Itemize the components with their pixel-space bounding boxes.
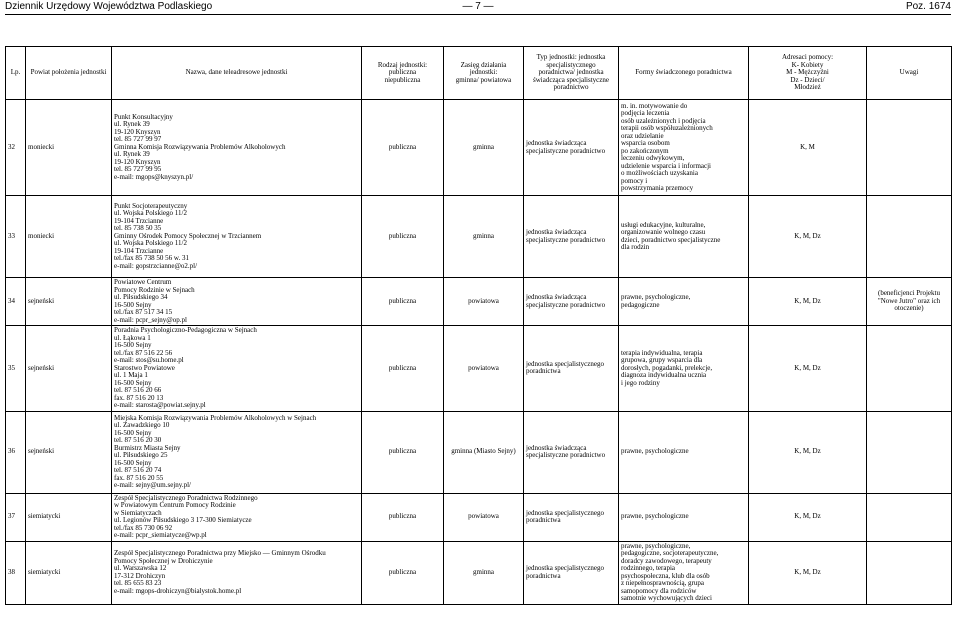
- cell-rodzaj: publiczna: [362, 541, 444, 604]
- name-line: tel. 85 738 50 35: [114, 224, 162, 233]
- name-line: tel. 87 516 20 66: [114, 386, 162, 394]
- formy-line: pedagogiczne, socjoterapeutyczne,: [621, 549, 719, 557]
- formy-line: dorosłych, pogadanki, prelekcje,: [621, 363, 713, 372]
- name-line: Zespół Specjalistycznego Poradnictwa przy Miejsko — Gminnym Ośrodku: [114, 549, 326, 557]
- formy-line: udzielenie wsparcia i informacji: [621, 161, 711, 170]
- name-line: Burmistrz Miasta Sejny: [114, 443, 181, 452]
- cell-adresaci: K, M, Dz: [749, 493, 867, 541]
- header-col-uwagi: Uwagi: [867, 47, 952, 100]
- cell-adresaci: K, M, Dz: [749, 326, 867, 412]
- name-line: e-mail: mgops-drohiczyn@bialystok.home.pl: [114, 586, 242, 595]
- cell-typ: jednostka świadcząca specjalistyczne poradnictwo: [524, 278, 619, 326]
- cell-typ: jednostka specjalistycznego poradnictwa: [524, 541, 619, 604]
- cell-uwagi: [867, 326, 952, 412]
- cell-formy: [619, 411, 749, 493]
- cell-lp: 35: [6, 326, 26, 412]
- cell-formy: [619, 326, 749, 412]
- formy-line: psychospołeczna, klub dla osób: [621, 571, 710, 580]
- formy-line: grupowa, grupy wsparcia dla: [621, 356, 703, 364]
- cell-lp: 34: [6, 278, 26, 326]
- cell-typ: jednostka specjalistycznego poradnictwa: [524, 493, 619, 541]
- cell-rodzaj: publiczna: [362, 493, 444, 541]
- name-line: e-mail: stos@su.home.pl: [114, 356, 184, 364]
- formy-line: rodzinnego, terapia: [621, 564, 676, 572]
- name-line: e-mail: pcpr_siemiatycze@wp.pl: [114, 531, 207, 539]
- name-line: ul. Piłsudskiego 25: [114, 451, 168, 459]
- name-line: ul. Wojska Polskiego 11/2: [114, 209, 187, 218]
- formy-line: dla rodzin: [621, 243, 650, 251]
- cell-name: [112, 541, 362, 604]
- name-line: w Siemiatyczach: [114, 508, 162, 517]
- table-header-row: [6, 47, 952, 100]
- name-line: Miejska Komisja Rozwiązywania Problemów Alkoholowych w Sejnach: [114, 413, 317, 422]
- header-rule: [5, 14, 951, 15]
- name-line: Gminna Komisja Rozwiązywania Problemów Alkoholowych: [114, 142, 286, 151]
- cell-powiat: siemiatycki: [26, 541, 112, 604]
- cell-typ: jednostka świadcząca specjalistyczne poradnictwo: [524, 100, 619, 196]
- table-row: [6, 411, 952, 493]
- name-line: Punkt Socjoterapeutyczny: [114, 201, 188, 210]
- name-line: w Powiatowym Centrum Pomocy Rodzinie: [114, 501, 236, 509]
- cell-adresaci: K, M, Dz: [749, 278, 867, 326]
- table-row: [6, 278, 952, 326]
- cell-formy: [619, 196, 749, 278]
- cell-rodzaj: publiczna: [362, 100, 444, 196]
- header-col-name: Nazwa, dane teleadresowe jednostki: [112, 47, 362, 100]
- cell-formy: [619, 541, 749, 604]
- cell-zasieg: powiatowa: [444, 493, 524, 541]
- name-line: tel. 85 655 83 23: [114, 579, 162, 587]
- header-col-typ: Typ jednostki: jednostka specjalistycznego poradnictwa/ jednostka świadcząca specjalistyczne poradnictwo: [524, 47, 619, 100]
- cell-typ: jednostka świadcząca specjalistyczne poradnictwo: [524, 196, 619, 278]
- cell-uwagi: (beneficjenci Projektu "Nowe Jutro" oraz ich otoczenie): [867, 278, 952, 326]
- name-line: 19-120 Knyszyn: [114, 157, 161, 166]
- cell-uwagi: [867, 411, 952, 493]
- formy-line: osób uzależnionych i podjęcia: [621, 116, 706, 125]
- name-line: tel./fax 87 516 22 56: [114, 348, 173, 357]
- cell-rodzaj: publiczna: [362, 278, 444, 326]
- name-line: e-mail: mgops@knyszyn.pl/: [114, 172, 194, 181]
- name-line: Gminny Ośrodek Pomocy Społecznej w Trzciannem: [114, 231, 262, 240]
- name-line: tel./fax 87 517 34 15: [114, 308, 173, 316]
- cell-name: [112, 411, 362, 493]
- name-line: Punkt Konsultacyjny: [114, 112, 173, 121]
- formy-line: z niepełnosprawnością, grupa: [621, 579, 704, 587]
- name-line: e-mail: sejny@um.sejny.pl/: [114, 481, 191, 489]
- cell-lp: 32: [6, 100, 26, 196]
- cell-zasieg: gminna (Miasto Sejny): [444, 411, 524, 493]
- cell-name: [112, 196, 362, 278]
- cell-name: [112, 100, 362, 196]
- name-line: ul. Łąkowa 1: [114, 333, 151, 342]
- formy-line: po zakończonym: [621, 146, 669, 155]
- name-line: Pomocy Społecznej w Drohiczynie: [114, 556, 213, 565]
- table-row: [6, 541, 952, 604]
- cell-uwagi: [867, 100, 952, 196]
- cell-lp: 33: [6, 196, 26, 278]
- cell-powiat: sejneński: [26, 326, 112, 412]
- cell-zasieg: powiatowa: [444, 278, 524, 326]
- formy-line: prawne, psychologiczne: [621, 512, 689, 521]
- header-col-formy: Formy świadczonego poradnictwa: [619, 47, 749, 100]
- formy-line: wsparcia osobom: [621, 139, 670, 147]
- name-line: ul. Piłsudskiego 34: [114, 293, 168, 301]
- formy-line: m. in. motywowanie do: [621, 101, 688, 110]
- name-line: ul. 1 Maja 1: [114, 371, 148, 379]
- cell-zasieg: gminna: [444, 541, 524, 604]
- name-line: tel./fax 85 730 06 92: [114, 523, 173, 532]
- cell-powiat: moniecki: [26, 196, 112, 278]
- cell-powiat: moniecki: [26, 100, 112, 196]
- formy-line: powstrzymania przemocy: [621, 184, 694, 192]
- name-line: ul. Zawadzkiego 10: [114, 421, 170, 429]
- cell-rodzaj: publiczna: [362, 326, 444, 412]
- name-line: e-mail: starosta@powiat.sejny.pl: [114, 401, 206, 409]
- cell-powiat: sejneński: [26, 278, 112, 326]
- name-line: 16-500 Sejny: [114, 300, 152, 309]
- name-line: Pomocy Rodzinie w Sejnach: [114, 285, 195, 294]
- header-col-zasieg: Zasięg działania jednostki: gminna/ powiatowa: [444, 47, 524, 100]
- cell-lp: 36: [6, 411, 26, 493]
- cell-name: [112, 493, 362, 541]
- cell-formy: [619, 278, 749, 326]
- name-line: Powiatowe Centrum: [114, 278, 172, 286]
- cell-zasieg: gminna: [444, 196, 524, 278]
- name-line: 16-500 Sejny: [114, 428, 152, 437]
- cell-typ: jednostka specjalistycznego poradnictwa: [524, 326, 619, 412]
- name-line: Poradnia Psychologiczno-Pedagogiczna w Sejnach: [114, 326, 257, 334]
- name-line: ul. Rynek 39: [114, 150, 150, 159]
- cell-adresaci: K, M, Dz: [749, 196, 867, 278]
- table-body: [6, 100, 952, 605]
- table-row: [6, 100, 952, 196]
- cell-uwagi: [867, 493, 952, 541]
- cell-lp: 37: [6, 493, 26, 541]
- formy-line: prawne, psychologiczne: [621, 447, 689, 456]
- cell-powiat: sejneński: [26, 411, 112, 493]
- cell-lp: 38: [6, 541, 26, 604]
- cell-typ: jednostka świadcząca specjalistyczne poradnictwo: [524, 411, 619, 493]
- name-line: ul. Wojska Polskiego 11/2: [114, 239, 187, 248]
- name-line: 19-104 Trzcianne: [114, 216, 164, 225]
- name-line: fax. 87 516 20 13: [114, 393, 164, 402]
- name-line: 17-312 Drohiczyn: [114, 571, 166, 580]
- formy-line: diagnoza indywidualna ucznia: [621, 371, 707, 379]
- cell-powiat: siemiatycki: [26, 493, 112, 541]
- cell-adresaci: K, M, Dz: [749, 411, 867, 493]
- name-line: tel. 85 727 99 97: [114, 135, 162, 144]
- position-number: Poz. 1674: [905, 1, 951, 12]
- cell-name: [112, 278, 362, 326]
- formy-line: o możliwościach uzyskania: [621, 169, 698, 177]
- cell-rodzaj: publiczna: [362, 196, 444, 278]
- name-line: Zespół Specjalistycznego Poradnictwa Rodzinnego: [114, 493, 258, 502]
- table-row: [6, 326, 952, 412]
- name-line: 19-120 Knyszyn: [114, 127, 161, 136]
- name-line: ul. Legionów Piłsudskiego 3 17-300 Siemiatycze: [114, 516, 252, 524]
- formy-line: samopomocy dla rodziców: [621, 586, 697, 595]
- cell-formy: [619, 100, 749, 196]
- name-line: e-mail: gopstrzcianne@o2.pl/: [114, 261, 198, 270]
- name-line: ul. Warszawska 12: [114, 564, 167, 572]
- page-header: [5, 0, 951, 14]
- cell-adresaci: K, M: [749, 100, 867, 196]
- table-row: [6, 196, 952, 278]
- name-line: tel. 85 727 99 95: [114, 165, 162, 174]
- name-line: tel. 87 516 20 30: [114, 436, 162, 444]
- registry-table: [5, 46, 952, 605]
- cell-name: [112, 326, 362, 412]
- cell-zasieg: powiatowa: [444, 326, 524, 412]
- formy-line: terapia indywidualna, terapia: [621, 348, 703, 357]
- formy-line: dzieci, poradnictwo specjalistyczne: [621, 235, 721, 244]
- publication-title: Dziennik Urzędowy Województwa Podlaskiego: [5, 1, 213, 12]
- cell-uwagi: [867, 541, 952, 604]
- formy-line: samotnie wychowujących dzieci: [621, 594, 712, 602]
- header-col-rodzaj: Rodzaj jednostki: publiczna niepubliczna: [362, 47, 444, 100]
- table-row: [6, 493, 952, 541]
- name-line: 16-500 Sejny: [114, 378, 152, 387]
- name-line: 16-500 Sejny: [114, 458, 152, 467]
- name-line: tel. 87 516 20 74: [114, 466, 162, 474]
- formy-line: podjęcia leczenia: [621, 109, 670, 117]
- header-col-powiat: Powiat położenia jednostki: [26, 47, 112, 100]
- formy-line: i jego rodziny: [621, 378, 660, 387]
- page-number: — 7 —: [462, 1, 494, 12]
- name-line: tel./fax 85 738 50 56 w. 31: [114, 254, 189, 263]
- formy-line: pomocy i: [621, 176, 648, 185]
- cell-rodzaj: publiczna: [362, 411, 444, 493]
- formy-line: leczeniu odwykowym,: [621, 154, 685, 162]
- formy-line: doradcy zawodowego, terapeuty: [621, 556, 712, 565]
- cell-uwagi: [867, 196, 952, 278]
- formy-line: prawne, psychologiczne,: [621, 293, 691, 301]
- formy-line: terapii osób współuzależnionych: [621, 124, 713, 132]
- name-line: e-mail: pcpr_sejny@op.pl: [114, 315, 187, 324]
- formy-line: pedagogiczne: [621, 300, 660, 309]
- formy-line: organizowanie wolnego czasu: [621, 228, 706, 236]
- name-line: ul. Rynek 39: [114, 120, 150, 129]
- name-line: 16-500 Sejny: [114, 341, 152, 349]
- name-line: 19-104 Trzcianne: [114, 246, 164, 255]
- cell-zasieg: gminna: [444, 100, 524, 196]
- formy-line: oraz udzielanie: [621, 131, 664, 140]
- cell-adresaci: K, M, Dz: [749, 541, 867, 604]
- cell-formy: [619, 493, 749, 541]
- formy-line: prawne, psychologiczne,: [621, 541, 691, 550]
- header-col-adresaci: Adresaci pomocy: K- Kobiety M - Mężczyźni Dz - Dzieci/ Młodzież: [749, 47, 867, 100]
- name-line: fax. 87 516 20 55: [114, 473, 164, 482]
- name-line: Starostwo Powiatowe: [114, 363, 175, 372]
- formy-line: usługi edukacyjne, kulturalne,: [621, 220, 706, 229]
- header-col-lp: Lp.: [6, 47, 26, 100]
